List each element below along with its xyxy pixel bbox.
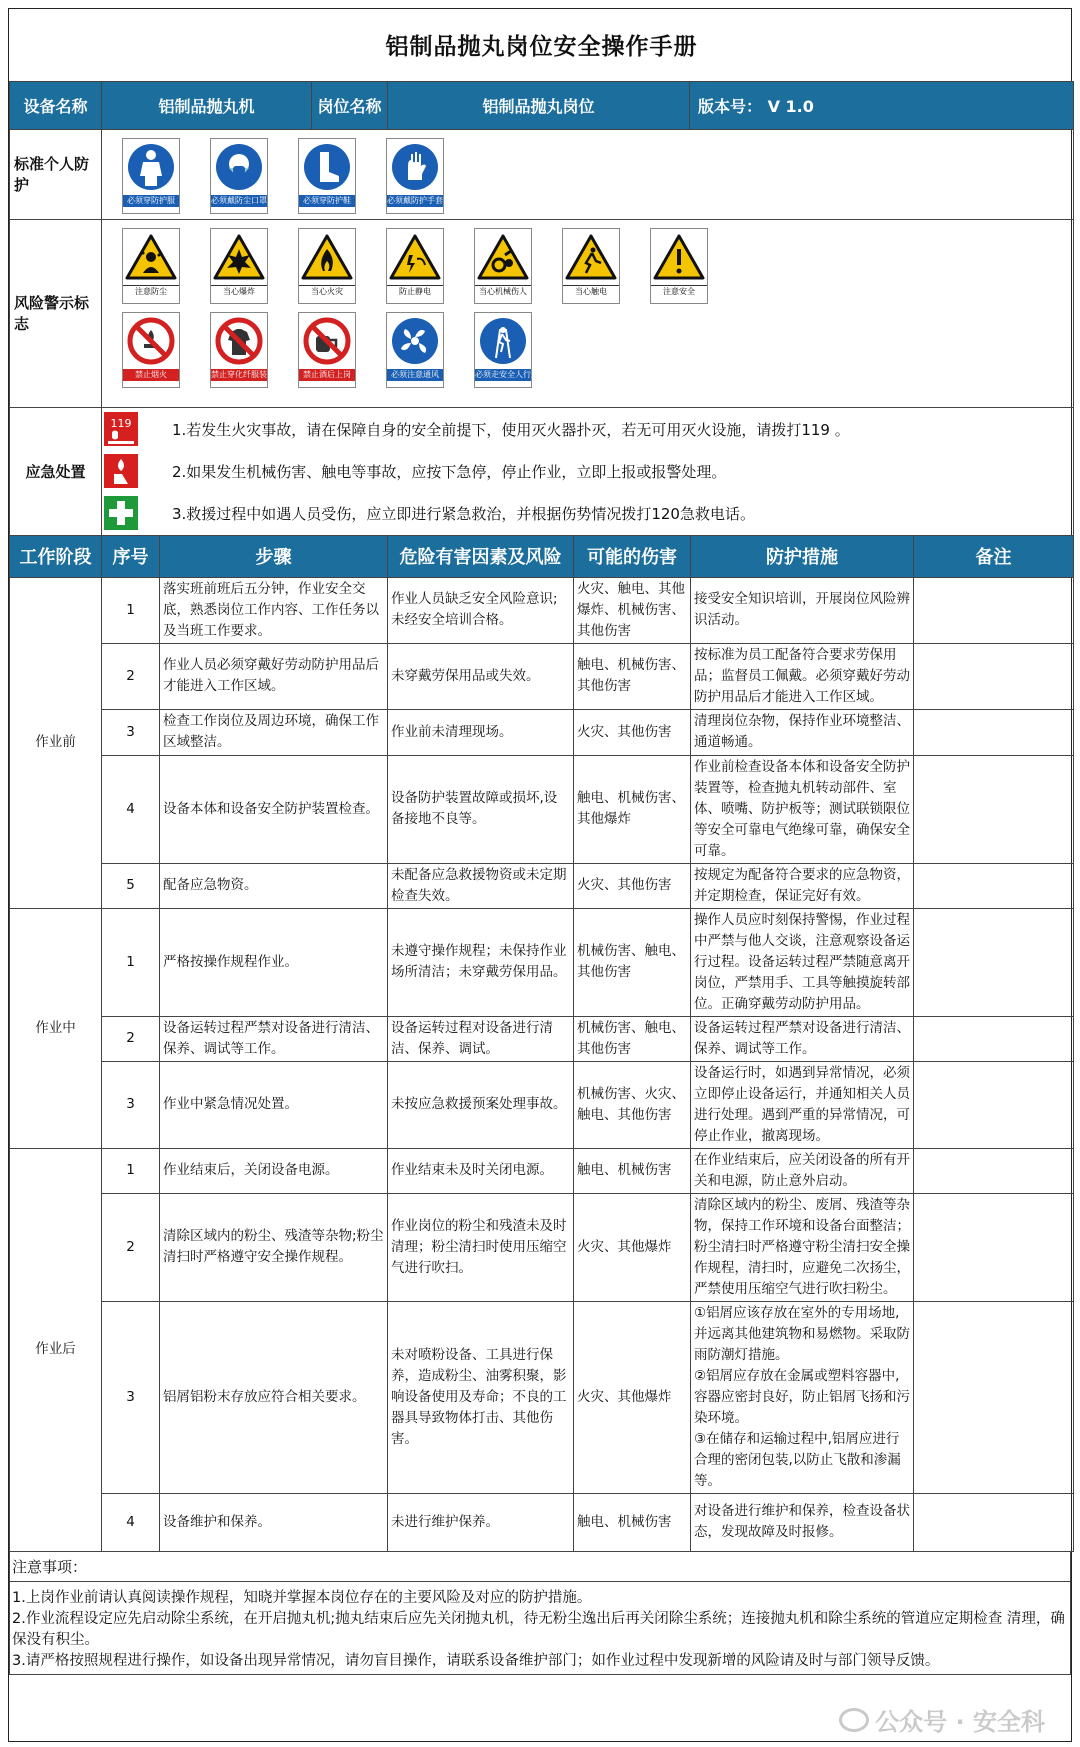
step-cell: 清除区域内的粉尘、残渣等杂物;粉尘清扫时严格遵守安全操作规程。: [160, 1193, 388, 1301]
safety-sign: [210, 138, 268, 214]
emergency-label: 应急处置: [10, 407, 102, 535]
stage-cell: 作业中: [10, 908, 102, 1148]
table-row: [10, 1301, 1074, 1493]
col-header-injury: 可能的伤害: [574, 535, 691, 577]
sign-caption: 注意安全: [651, 285, 707, 298]
table-row: [10, 709, 1074, 755]
injury-cell: 火灾、其他爆炸: [574, 1301, 691, 1493]
injury-cell: 机械伤害、触电、其他伤害: [574, 908, 691, 1016]
machine-injury-warning-icon: [475, 229, 531, 285]
ppe-label: 标准个人防护: [10, 129, 102, 219]
row-number-cell: 3: [102, 1301, 160, 1493]
injury-cell: 机械伤害、触电、其他伤害: [574, 1016, 691, 1061]
col-header-no: 序号: [102, 535, 160, 577]
protective-gloves-icon: [387, 139, 443, 195]
watermark-text: 公众号 · 安全科: [875, 1708, 1045, 1736]
first-aid-cross-icon: [104, 496, 138, 530]
table-row: [10, 863, 1074, 908]
row-number-cell: 2: [102, 643, 160, 709]
hazard-cell: 未进行维护保养。: [388, 1493, 574, 1551]
measure-cell: 按规定为配备符合要求的应急物资，并定期检查，保证完好有效。: [691, 863, 914, 908]
dust-warning-icon: [123, 229, 179, 285]
version-value: V 1.0: [767, 96, 814, 116]
sign-caption: 禁止烟火: [123, 369, 179, 381]
measure-cell: 清除区域内的粉尘、废屑、残渣等杂物，保持工作环境和设备台面整洁；粉尘清扫时严格遵守粉尘清扫安全操作规程，清扫时，应避免二次扬尘，严禁使用压缩空气进行吹扫粉尘。: [691, 1193, 914, 1301]
note-cell: [914, 1016, 1074, 1061]
static-warning-icon: [387, 229, 443, 285]
safety-sign: [474, 312, 539, 388]
row-number-cell: 5: [102, 863, 160, 908]
safety-sign: [474, 228, 532, 304]
note-cell: [914, 1061, 1074, 1148]
step-cell: 配备应急物资。: [160, 863, 388, 908]
info-header-row: [10, 81, 1074, 129]
row-number-cell: 4: [102, 1493, 160, 1551]
sign-caption: 当心触电: [563, 285, 619, 298]
safety-sign: [386, 312, 444, 388]
measure-cell: 在作业结束后，应关闭设备的所有开关和电源，防止意外启动。: [691, 1148, 914, 1193]
safety-sign: [562, 228, 620, 304]
hazard-cell: 设备防护装置故障或损坏,设备接地不良等。: [388, 755, 574, 863]
measure-cell: 按标准为员工配备符合要求劳保用品；监督员工佩戴。必须穿戴好劳动防护用品后才能进入工作区域。: [691, 643, 914, 709]
injury-cell: 触电、机械伤害: [574, 1493, 691, 1551]
measure-cell: 对设备进行维护和保养，检查设备状态，发现故障及时报修。: [691, 1493, 914, 1551]
row-number-cell: 3: [102, 709, 160, 755]
safety-sign: [298, 312, 356, 388]
table-row: [10, 1193, 1074, 1301]
emergency-item-3: [102, 492, 1073, 534]
injury-cell: 火灾、其他伤害: [574, 709, 691, 755]
emergency-item-2: [102, 450, 1073, 492]
svg-text:119: 119: [110, 417, 132, 430]
table-row: [10, 577, 1074, 643]
step-cell: 设备本体和设备安全防护装置检查。: [160, 755, 388, 863]
measure-cell: 接受安全知识培训，开展岗位风险辨识活动。: [691, 577, 914, 643]
col-header-step: 步骤: [160, 535, 388, 577]
table-row: [10, 1061, 1074, 1148]
notes-body: [10, 1581, 1071, 1674]
sign-caption: 禁止穿化纤服装: [211, 369, 267, 379]
protective-boots-icon: [299, 139, 355, 195]
protective-suit-icon: [123, 139, 179, 195]
notes-section: [9, 1551, 1071, 1675]
notes-title: 注意事项：: [10, 1551, 1071, 1581]
measure-cell: 清理岗位杂物，保持作业环境整洁、通道畅通。: [691, 709, 914, 755]
injury-cell: 触电、机械伤害、其他爆炸: [574, 755, 691, 863]
warning-label: 风险警示标志: [10, 219, 102, 407]
measure-cell: 设备运行时，如遇到异常情况，必须立即停止设备运行，并通知相关人员进行处理。遇到严重的异常情况，可停止作业，撤离现场。: [691, 1061, 914, 1148]
step-cell: 落实班前班后五分钟，作业安全交底，熟悉岗位工作内容、工作任务以及当班工作要求。: [160, 577, 388, 643]
fire-warning-icon: [299, 229, 355, 285]
fire-alarm-button-icon: [104, 454, 138, 488]
no-synthetic-clothing-icon: [211, 313, 267, 369]
note-cell: [914, 709, 1074, 755]
safety-sign: [298, 228, 356, 304]
injury-cell: 机械伤害、火灾、触电、其他伤害: [574, 1061, 691, 1148]
post-name-value: 铝制品抛丸岗位: [388, 81, 690, 129]
injury-cell: 触电、机械伤害: [574, 1148, 691, 1193]
safety-passage-icon: [475, 313, 531, 369]
note-item: 3.请严格按照规程进行操作，如设备出现异常情况，请勿盲目操作，请联系设备维护部门；如作业过程中发现新增的风险请及时与部门领导反馈。: [12, 1652, 940, 1669]
sign-caption: 必须戴防尘口罩: [211, 195, 267, 205]
note-cell: [914, 863, 1074, 908]
watermark: [839, 1702, 1045, 1737]
stage-cell: 作业后: [10, 1148, 102, 1551]
ppe-signs: [102, 129, 1074, 219]
injury-cell: 触电、机械伤害、其他伤害: [574, 643, 691, 709]
col-header-stage: 工作阶段: [10, 535, 102, 577]
hazard-cell: 作业人员缺乏安全风险意识;未经安全培训合格。: [388, 577, 574, 643]
row-number-cell: 1: [102, 908, 160, 1016]
step-cell: 作业中紧急情况处置。: [160, 1061, 388, 1148]
safety-sign: [650, 228, 708, 304]
hazard-cell: 未对喷粉设备、工具进行保养，造成粉尘、油雾积聚，影响设备使用及寿命；不良的工器具导致物体打击、其他伤害。: [388, 1301, 574, 1493]
col-header-note: 备注: [914, 535, 1074, 577]
version-cell: [690, 81, 1074, 129]
caution-warning-icon: [651, 229, 707, 285]
emergency-text-2: 2.如果发生机械伤害、触电等事故，应按下急停，停止作业，立即上报或报警处理。: [172, 462, 727, 481]
row-number-cell: 1: [102, 577, 160, 643]
row-number-cell: 2: [102, 1193, 160, 1301]
measure-cell: 设备运转过程严禁对设备进行清洁、保养、调试等工作。: [691, 1016, 914, 1061]
sign-caption: 注意防尘: [123, 285, 179, 298]
note-item: 1.上岗作业前请认真阅读操作规程，知晓并掌握本岗位存在的主要风险及对应的防护措施。: [12, 1589, 592, 1606]
warning-signs: [102, 219, 1074, 407]
sign-caption: 当心机械伤人: [475, 285, 531, 298]
operation-table: [9, 535, 1074, 1552]
fire-phone-119-icon: [104, 412, 138, 446]
step-cell: 作业结束后，关闭设备电源。: [160, 1148, 388, 1193]
note-cell: [914, 1493, 1074, 1551]
emergency-content: [102, 407, 1074, 535]
device-name-label: 设备名称: [10, 81, 102, 129]
safety-sign: [122, 228, 180, 304]
sign-caption: 必须注意通风: [387, 369, 443, 381]
step-cell: 设备运转过程严禁对设备进行清洁、保养、调试等工作。: [160, 1016, 388, 1061]
emergency-row: [10, 407, 1074, 535]
manual-document: [8, 8, 1072, 1742]
step-cell: 检查工作岗位及周边环境，确保工作区域整洁。: [160, 709, 388, 755]
sign-caption: 必须穿防护服: [123, 195, 179, 207]
ppe-row: [10, 129, 1074, 219]
ventilation-icon: [387, 313, 443, 369]
device-name-value: 铝制品抛丸机: [102, 81, 312, 129]
injury-cell: 火灾、其他伤害: [574, 863, 691, 908]
warning-sign-row-2: [122, 304, 1069, 388]
sign-caption: 当心火灾: [299, 285, 355, 298]
version-label: 版本号：: [698, 96, 763, 116]
safety-sign: [298, 138, 356, 214]
hazard-cell: 作业结束未及时关闭电源。: [388, 1148, 574, 1193]
hazard-cell: 未遵守操作规程；未保持作业场所清洁；未穿戴劳保用品。: [388, 908, 574, 1016]
explosion-warning-icon: [211, 229, 267, 285]
sign-caption: 必须走安全人行道: [475, 369, 539, 379]
step-cell: 铝屑铝粉末存放应符合相关要求。: [160, 1301, 388, 1493]
injury-cell: 火灾、其他爆炸: [574, 1193, 691, 1301]
safety-sign: [386, 138, 444, 214]
measure-cell: 操作人员应时刻保持警惕，作业过程中严禁与他人交谈，注意观察设备运行过程。设备运转过程严禁随意离开岗位，严禁用手、工具等触摸旋转部位。正确穿戴劳动防护用品。: [691, 908, 914, 1016]
table-row: [10, 908, 1074, 1016]
wechat-icon: [839, 1708, 869, 1732]
table-row: [10, 643, 1074, 709]
sign-caption: 必须穿防护鞋: [299, 195, 355, 207]
no-fire-icon: [123, 313, 179, 369]
electric-shock-warning-icon: [563, 229, 619, 285]
row-number-cell: 4: [102, 755, 160, 863]
safety-sign: [386, 228, 444, 304]
step-cell: 设备维护和保养。: [160, 1493, 388, 1551]
measure-cell: 作业前检查设备本体和设备安全防护装置等，检查抛丸机转动部件、室体、喷嘴、防护板等；测试联锁限位等安全可靠电气绝缘可靠，确保安全可靠。: [691, 755, 914, 863]
safety-sign: [210, 228, 268, 304]
table-header-row: [10, 535, 1074, 577]
page-title: 铝制品抛丸岗位安全操作手册: [10, 9, 1074, 81]
safety-sign: [210, 312, 268, 388]
hazard-cell: 设备运转过程对设备进行清洁、保养、调试。: [388, 1016, 574, 1061]
warning-sign-row-1: [122, 220, 1069, 304]
post-name-label: 岗位名称: [312, 81, 388, 129]
sign-caption: 当心爆炸: [211, 285, 267, 298]
table-body: [10, 577, 1074, 1551]
row-number-cell: 3: [102, 1061, 160, 1148]
safety-sign: [122, 312, 180, 388]
note-cell: [914, 908, 1074, 1016]
row-number-cell: 2: [102, 1016, 160, 1061]
note-cell: [914, 643, 1074, 709]
note-cell: [914, 1148, 1074, 1193]
row-number-cell: 1: [102, 1148, 160, 1193]
emergency-text-3: 3.救援过程中如遇人员受伤，应立即进行紧急救治，并根据伤势情况拨打120急救电话。: [172, 504, 755, 523]
note-cell: [914, 755, 1074, 863]
hazard-cell: 作业前未清理现场。: [388, 709, 574, 755]
emergency-item-1: [102, 408, 1073, 450]
col-header-hazard: 危险有害因素及风险: [388, 535, 574, 577]
sign-caption: 防止静电: [387, 285, 443, 298]
col-header-measure: 防护措施: [691, 535, 914, 577]
hazard-cell: 未配备应急救援物资或未定期检查失效。: [388, 863, 574, 908]
sign-caption: 必须戴防护手套: [387, 195, 443, 205]
dust-mask-icon: [211, 139, 267, 195]
hazard-cell: 作业岗位的粉尘和残渣未及时清理；粉尘清扫时使用压缩空气进行吹扫。: [388, 1193, 574, 1301]
measure-cell: ①铝屑应该存放在室外的专用场地,并远离其他建筑物和易燃物。采取防雨防潮灯措施。 ②铝屑应存放在金属或塑料容器中,容器应密封良好，防止铝屑飞扬和污染环境。 ③在储存和运输过程中,铝屑应进行合理的密闭包装,以防止飞散和渗漏等。: [691, 1301, 914, 1493]
stage-cell: 作业前: [10, 577, 102, 908]
table-row: [10, 1148, 1074, 1193]
ppe-sign-row: [122, 130, 1069, 214]
safety-sign: [122, 138, 180, 214]
warning-row: [10, 219, 1074, 407]
emergency-text-1: 1.若发生火灾事故，请在保障自身的安全前提下，使用灭火器扑灭，若无可用灭火设施，请拨打119 。: [172, 420, 850, 439]
note-cell: [914, 1301, 1074, 1493]
note-cell: [914, 1193, 1074, 1301]
table-row: [10, 755, 1074, 863]
sign-caption: 禁止酒后上岗: [299, 369, 355, 381]
top-section: [9, 9, 1074, 536]
step-cell: 作业人员必须穿戴好劳动防护用品后才能进入工作区域。: [160, 643, 388, 709]
hazard-cell: 未穿戴劳保用品或失效。: [388, 643, 574, 709]
table-row: [10, 1493, 1074, 1551]
table-row: [10, 1016, 1074, 1061]
step-cell: 严格按操作规程作业。: [160, 908, 388, 1016]
note-item: 2.作业流程设定应先启动除尘系统，在开启抛丸机;抛丸结束后应先关闭抛丸机，待无粉尘逸出后再关闭除尘系统；连接抛丸机和除尘系统的管道应定期检查 清理，确保没有积尘。: [12, 1610, 1065, 1648]
hazard-cell: 未按应急救援预案处理事故。: [388, 1061, 574, 1148]
no-drinking-icon: [299, 313, 355, 369]
note-cell: [914, 577, 1074, 643]
injury-cell: 火灾、触电、其他爆炸、机械伤害、其他伤害: [574, 577, 691, 643]
